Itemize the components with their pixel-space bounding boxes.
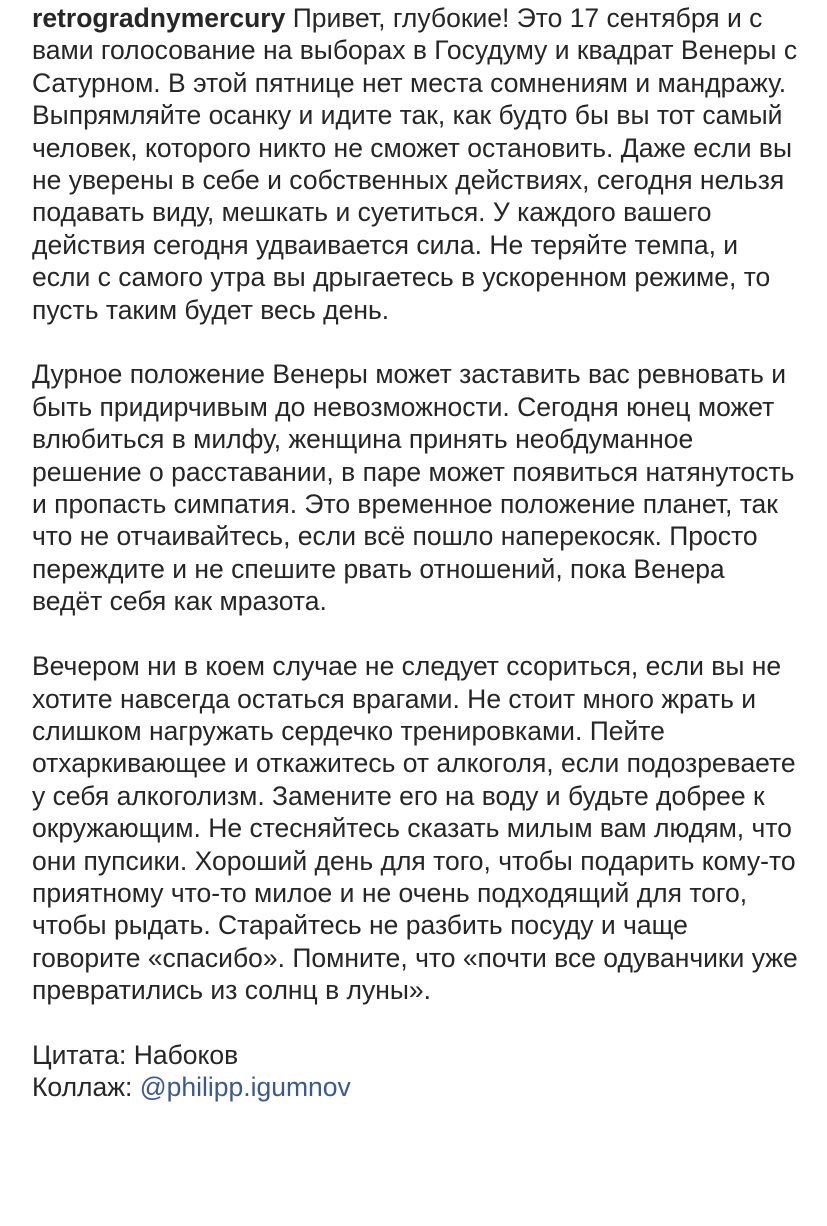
caption-text-3: Вечером ни в коем случае не следует ссориться, если вы не хотите навсегда остаться врагами. Не стоит много жрать и слишком нагружать сердечко тренировками. Пейте отхаркивающее и откажитесь от алкоголя, если подозреваете у себя алкоголизм. Замените его на воду и будьте добрее к окружающим. Не стесняйтесь сказать милым вам людям, что они пупсики. Хороший день для того, чтобы подарить кому-то приятному что-то милое и не очень подходящий для того, чтобы рыдать. Старайтесь не разбить посуду и чаще говорите «спасибо». Помните, что «почти все одуванчики уже превратились из солнц в луны». [32,651,798,1006]
collage-label: Коллаж: [32,1072,140,1103]
caption-text-1: Привет, глубокие! Это 17 сентября и с вами голосование на выборах в Госудуму и квадрат Венеры с Сатурном. В этой пятнице нет места сомнениям и мандражу. Выпрямляйте осанку и идите так, как будто бы вы тот самый человек, которого никто не сможет остановить. Даже если вы не уверены в себе и собственных действиях, сегодня нельзя подавать виду, мешкать и суетиться. У каждого вашего действия сегодня удваивается сила. Не теряйте темпа, и если с самого утра вы дрыгаетесь в ускоренном режиме, то пусть таким будет весь день. [32,3,798,325]
caption-paragraph-1 [32,2,802,326]
quote-credit: Цитата: Набоков [32,1039,239,1070]
collage-mention-link[interactable]: @philipp.igumnov [139,1072,351,1103]
caption-paragraph-3 [32,650,802,1006]
collage-credit [32,1071,802,1103]
caption-paragraph-2 [32,358,802,617]
caption-credits [32,1039,802,1104]
post-caption [32,2,802,1104]
caption-text-2: Дурное положение Венеры может заставить вас ревновать и быть придирчивым до невозможности. Сегодня юнец может влюбиться в милфу, женщина принять необдуманное решение о расставании, в паре может появиться натянутость и пропасть симпатия. Это временное положение планет, так что не отчаивайтесь, если всё пошло наперекосяк. Просто переждите и не спешите рвать отношений, пока Венера ведёт себя как мразота. [32,359,795,617]
author-username[interactable]: retrogradnymercury [32,3,286,33]
